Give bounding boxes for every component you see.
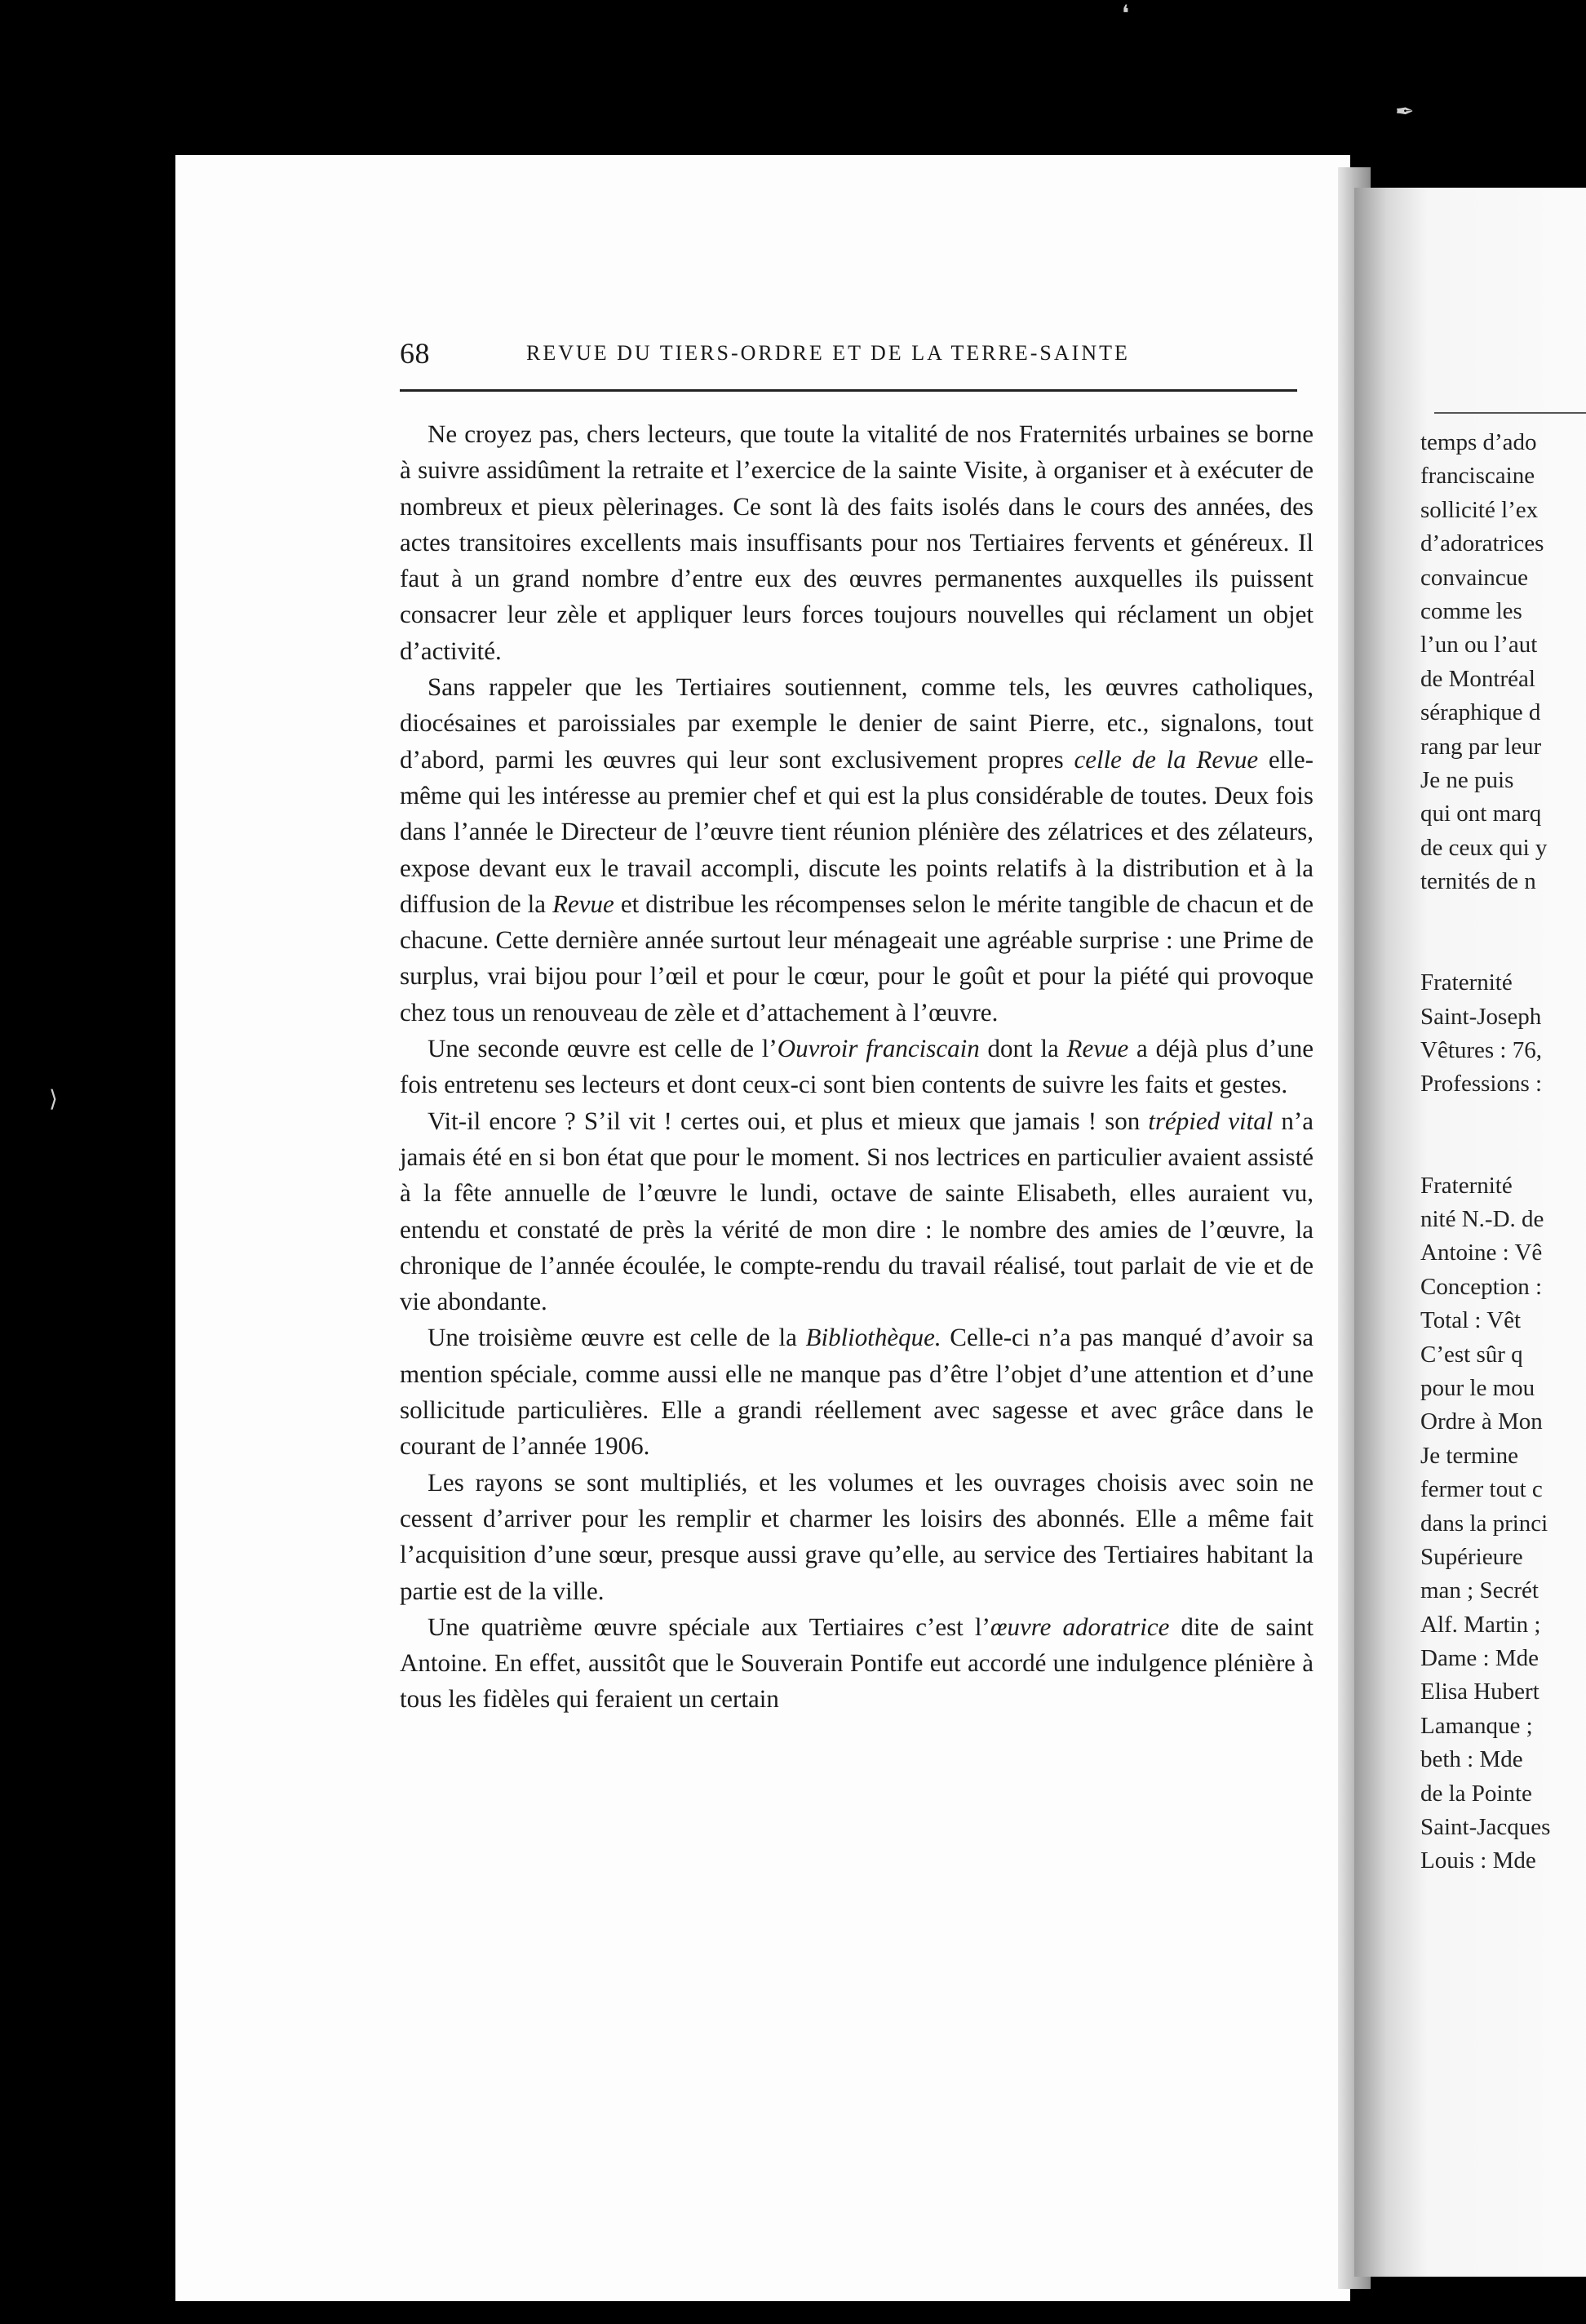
right-page-line: Louis : Mde [1420,1847,1536,1874]
text-run: elle-même qui les intéresse au premier chef et qui est la plus considérable de toutes. Deux fois dans l’année le Directeur de l’œuvre tient réunion plénière des zélatrices et des zélateurs, expose devant eux le travail accompli, discute les points relatifs à la distribution et à la diffusion de la [400,744,1314,918]
right-page-line: Conception : [1420,1273,1543,1300]
right-page-line: Ordre à Mon [1420,1408,1543,1435]
text-run: dite de saint Antoine. En effet, aussitôt que le Souverain Pontife eut accordé une indulgence plénière à tous les fidèles qui feraient un certain [400,1612,1314,1714]
right-page-line: Professions : [1420,1071,1543,1098]
right-page-line: beth : Mde [1420,1746,1523,1773]
text-run: Les rayons se sont multipliés, et les volumes et les ouvrages choisis avec soin ne cessent d’arriver pour les remplir et charmer les loisirs des abonnés. Elle a même fait l’acquisition d’une sœur, presque aussi grave qu’elle, au service des Tertiaires habitant la partie est de la ville. [400,1467,1314,1605]
page-number: 68 [400,337,430,370]
italic-text: trépied vital [1148,1106,1274,1135]
right-page-line: de Montréal [1420,665,1535,692]
right-page-line: convaincue [1420,564,1529,591]
scan-speck: ❛ [1122,2,1130,27]
paragraph [400,1465,1314,1609]
right-page-line: Fraternité [1420,969,1513,996]
right-page-line: Saint-Jacques [1420,1814,1551,1841]
text-run: dont la [979,1034,1067,1063]
main-text-column [400,416,1314,1718]
right-page-line: rang par leur [1420,733,1542,760]
right-page-line: temps d’ado [1420,429,1537,455]
text-run: Une seconde œuvre est celle de l’ [428,1034,777,1063]
right-page-line: l’un ou l’aut [1420,632,1538,659]
right-page-line: dans la princi [1420,1510,1548,1537]
right-page-line: Supérieure [1420,1543,1523,1570]
italic-text: Revue [552,889,614,918]
scan-speck: ✒ [1395,100,1415,125]
right-page-line [1420,933,1586,966]
italic-text: Bibliothèque. [805,1323,941,1352]
right-page-text-column [1420,426,1586,1878]
right-page-line: qui ont marq [1420,801,1542,827]
right-page-line: fermer tout c [1420,1476,1543,1503]
right-page-line: Dame : Mde [1420,1645,1539,1672]
paragraph [400,416,1314,669]
right-page-line: séraphique d [1420,699,1541,726]
italic-text: Revue [1066,1034,1129,1063]
text-run: n’a jamais été en si bon état que pour le moment. Si nos lectrices en particulier avaient assisté à la fête annuelle de l’œuvre le lundi, octave de sainte Elisabeth, elles auraient vu, entendu et constaté de près la vérité de mon dire : le nombre des amies de l’œuvre, la chronique de l’année écoulée, le compte-rendu du travail réalisé, tout parlait de vie et de vie abondante. [400,1106,1314,1316]
text-run: et distribue les récompenses selon le mérite tangible de chacun et de chacune. Cette dernière année surtout leur ménageait une agréable surprise : une Prime de surplus, vrai bijou pour l’œil et pour le cœur, pour le goût et pour la piété qui provoque chez tous un renouveau de zèle et d’attachement à l’œuvre. [400,889,1314,1027]
text-run: Une troisième œuvre est celle de la [428,1323,806,1352]
right-page-line: Antoine : Vê [1420,1240,1543,1266]
right-page-line: de ceux qui y [1420,834,1548,861]
italic-text: Ouvroir franciscain [777,1034,980,1063]
right-page-line: nité N.-D. de [1420,1205,1544,1232]
right-page-line: Je termine [1420,1442,1518,1469]
right-page-line: pour le mou [1420,1374,1535,1401]
paragraph [400,669,1314,1031]
text-run: Sans rappeler que les Tertiaires soutiennent, comme tels, les œuvres catholiques, diocésaines et paroissiales par exemple le denier de saint Pierre, etc., signalons, tout d’abord, parmi les œuvres qui leur sont exclusivement propres [400,672,1314,774]
text-run: Une quatrième œuvre spéciale aux Tertiaires c’est l’ [428,1612,990,1641]
right-page-line: Fraternité [1420,1172,1513,1199]
text-run: Ne croyez pas, chers lecteurs, que toute la vitalité de nos Fraternités urbaines se borne à suivre assidûment la retraite et l’exercice de la sainte Visite, à organiser et à exécuter de nombreux et pieux pèlerinages. Ce sont là des faits isolés dans le cours des années, des actes transitoires excellents mais insuffisants pour nos Tertiaires fervents et généreux. Il faut à un grand nombre d’entre eux des œuvres permanentes auxquelles ils puissent consacrer leur zèle et appliquer leurs forces toujours nouvelles qui réclament un objet d’activité. [400,419,1314,665]
right-page-line: Total : Vêt [1420,1307,1522,1334]
right-page-line: ternités de n [1420,868,1536,895]
right-page-line: Vêtures : 76, [1420,1037,1542,1064]
italic-text: œuvre adoratrice [990,1612,1170,1641]
paragraph [400,1609,1314,1718]
right-page-line: Saint-Joseph [1420,1003,1542,1030]
text-run: Vit-il encore ? S’il vit ! certes oui, et plus et mieux que jamais ! son [428,1106,1149,1135]
paragraph [400,1103,1314,1320]
header-rule [400,389,1297,392]
right-page-line [1420,898,1586,932]
right-page-line: franciscaine [1420,463,1535,490]
paragraph [400,1031,1314,1103]
right-page-line: man ; Secrét [1420,1577,1539,1604]
right-page-line: Lamanque ; [1420,1712,1533,1739]
right-page-line: Alf. Martin ; [1420,1611,1541,1638]
right-page-line [1420,1102,1586,1135]
right-page-line: sollicité l’ex [1420,496,1539,523]
running-head-title: REVUE DU TIERS-ORDRE ET DE LA TERRE-SAINTE [526,341,1130,365]
right-page-line: Je ne puis [1420,766,1514,793]
right-page-header-rule [1434,412,1586,414]
right-page-line: d’adoratrices [1420,530,1544,557]
right-page-line: Elisa Hubert [1420,1679,1539,1705]
text-run: a déjà plus d’une fois entretenu ses lecteurs et dont ceux-ci sont bien contents de suivre les faits et gestes. [400,1034,1314,1099]
right-page-line [1420,1135,1586,1169]
right-page-line: C’est sûr q [1420,1341,1523,1368]
italic-text: celle de la Revue [1074,744,1259,774]
right-page-line: de la Pointe [1420,1780,1532,1807]
text-run: Celle-ci n’a pas manqué d’avoir sa mention spéciale, comme aussi elle ne manque pas d’être l’objet d’une attention et d’une sollicitude particulières. Elle a grandi réellement avec sagesse et avec grâce dans le courant de l’année 1906. [400,1323,1314,1461]
paragraph [400,1319,1314,1464]
right-page-line: comme les [1420,597,1522,624]
scan-speck: ⟩ [49,1087,58,1112]
